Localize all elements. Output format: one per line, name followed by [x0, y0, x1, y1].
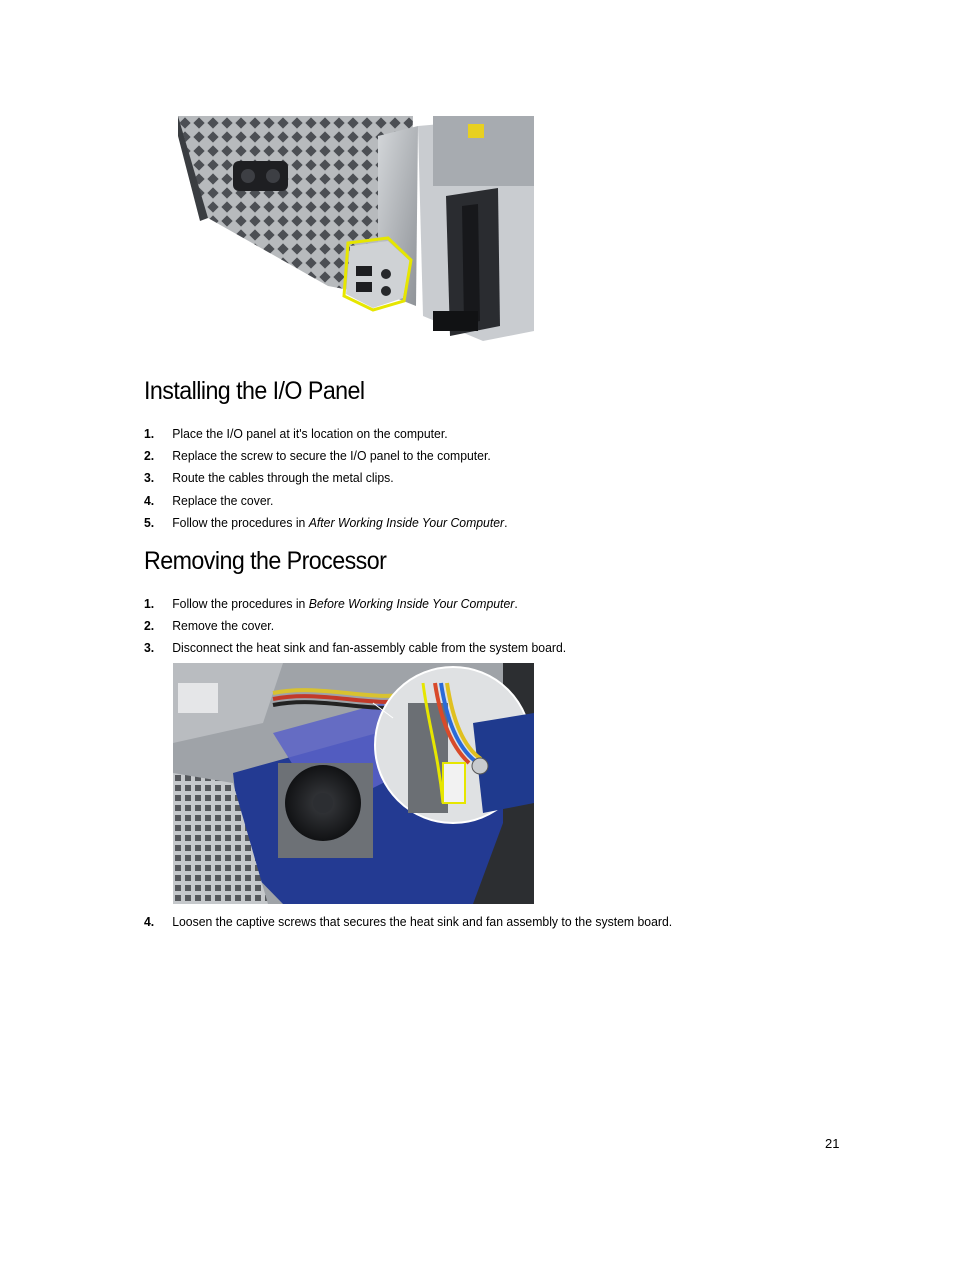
step-number: 3.: [144, 640, 155, 655]
step-text: Follow the procedures in: [172, 515, 309, 530]
step-text-tail: .: [504, 515, 508, 530]
procedure-reference-link[interactable]: Before Working Inside Your Computer: [308, 596, 515, 611]
step-number: 1.: [144, 596, 155, 611]
step-text: Follow the procedures in: [172, 596, 309, 611]
step-text: Place the I/O panel at it's location on the computer.: [172, 426, 448, 441]
step-text-with-reference: [172, 515, 507, 531]
step-number: 4.: [144, 493, 155, 508]
page-number: 21: [825, 1136, 840, 1151]
procedure-reference-link[interactable]: After Working Inside Your Computer: [308, 515, 505, 530]
step-text-tail: .: [514, 596, 518, 611]
step-text: Route the cables through the metal clips.: [172, 470, 394, 485]
section-title-removing-processor: Removing the Processor: [144, 547, 387, 575]
step-text: Remove the cover.: [172, 618, 275, 633]
step-number: 1.: [144, 426, 155, 441]
heat-sink-cable-photo: [173, 663, 534, 904]
step-number: 4.: [144, 914, 155, 929]
step-number: 3.: [144, 470, 155, 485]
step-number: 5.: [144, 515, 155, 530]
step-text: Loosen the captive screws that secures the heat sink and fan assembly to the system board.: [172, 914, 673, 929]
step-text: Replace the screw to secure the I/O panel to the computer.: [172, 448, 491, 463]
step-text-with-reference: [172, 596, 518, 612]
step-text: Disconnect the heat sink and fan-assembly cable from the system board.: [172, 640, 567, 655]
section-title-installing-io-panel: Installing the I/O Panel: [144, 377, 365, 405]
io-panel-photo: [178, 116, 534, 346]
step-number: 2.: [144, 448, 155, 463]
step-text: Replace the cover.: [172, 493, 274, 508]
step-number: 2.: [144, 618, 155, 633]
